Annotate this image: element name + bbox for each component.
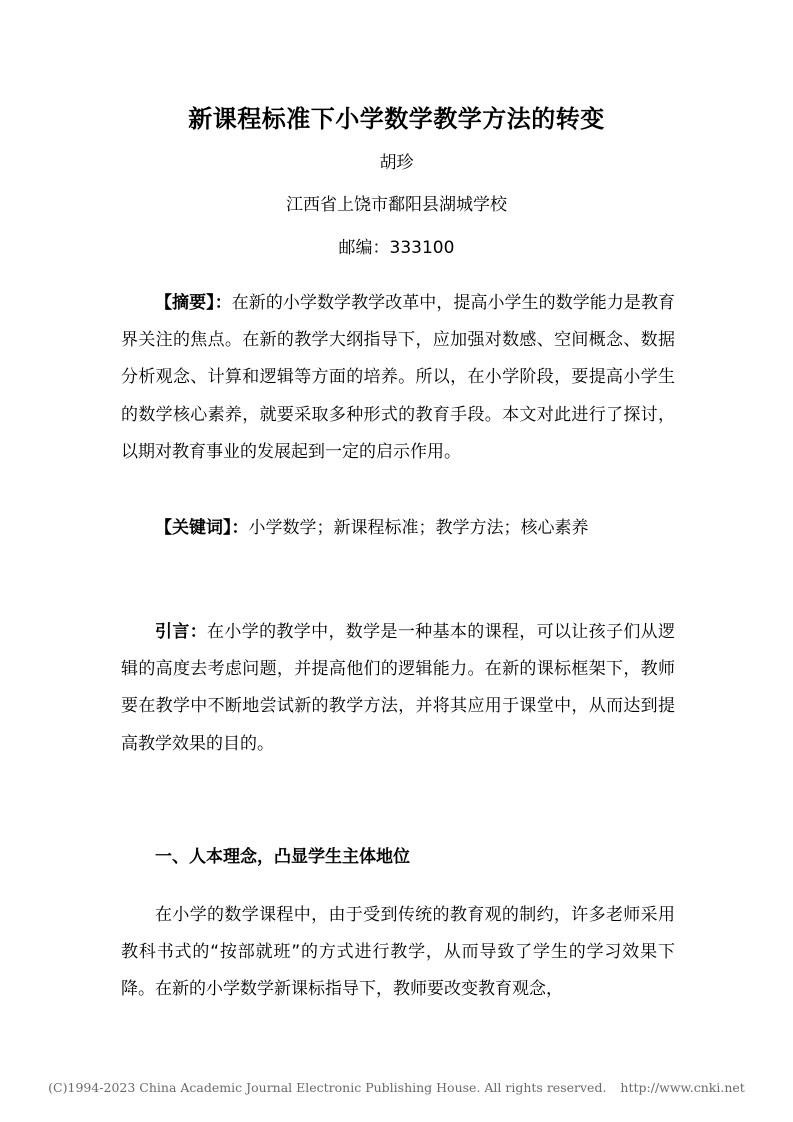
author-name: 胡珍 [379, 153, 414, 173]
section-1-heading: 一、人本理念，凸显学生主体地位 [155, 847, 410, 867]
introduction-paragraph [121, 614, 675, 763]
copyright-footer [0, 1080, 793, 1095]
introduction-label: 引言： [155, 622, 208, 642]
cnki-url: http://www.cnki.net [620, 1080, 745, 1095]
abstract-text: 在新的小学数学教学改革中，提高小学生的数学能力是教育界关注的焦点。在新的教学大纲指导下，应加强对数感、空间概念、数据分析观念、计算和逻辑等方面的培养。所以，在小学阶段，要提高小学生的数学核心素养，就要采取多种形式的教育手段。本文对此进行了探讨，以期对教育事业的发展起到一定的启示作用。 [121, 293, 675, 462]
copyright-text: (C)1994-2023 China Academic Journal Electronic Publishing House. All rights reserved. [48, 1080, 607, 1095]
keywords-text: 小学数学；新课程标准；教学方法；核心素养 [248, 518, 589, 538]
postal-code: 邮编：333100 [338, 238, 455, 258]
introduction-text: 在小学的教学中，数学是一种基本的课程，可以让孩子们从逻辑的高度去考虑问题，并提高他们的逻辑能力。在新的课标框架下，教师要在教学中不断地尝试新的教学方法，并将其应用于课堂中，从而达到提高教学效果的目的。 [121, 622, 676, 754]
section-1-paragraph: 在小学的数学课程中，由于受到传统的教育观的制约，许多老师采用教科书式的“按部就班”的方式进行教学，从而导致了学生的学习效果下降。在新的小学数学新课标指导下，教师要改变教育观念， [121, 905, 675, 1000]
abstract-label: 【摘要】： [155, 293, 232, 313]
abstract-paragraph [121, 285, 675, 471]
author-affiliation: 江西省上饶市鄱阳县湖城学校 [286, 195, 507, 215]
paper-title: 新课程标准下小学数学教学方法的转变 [188, 105, 605, 133]
keywords-paragraph [121, 510, 675, 547]
keywords-label: 【关键词】： [155, 518, 249, 538]
